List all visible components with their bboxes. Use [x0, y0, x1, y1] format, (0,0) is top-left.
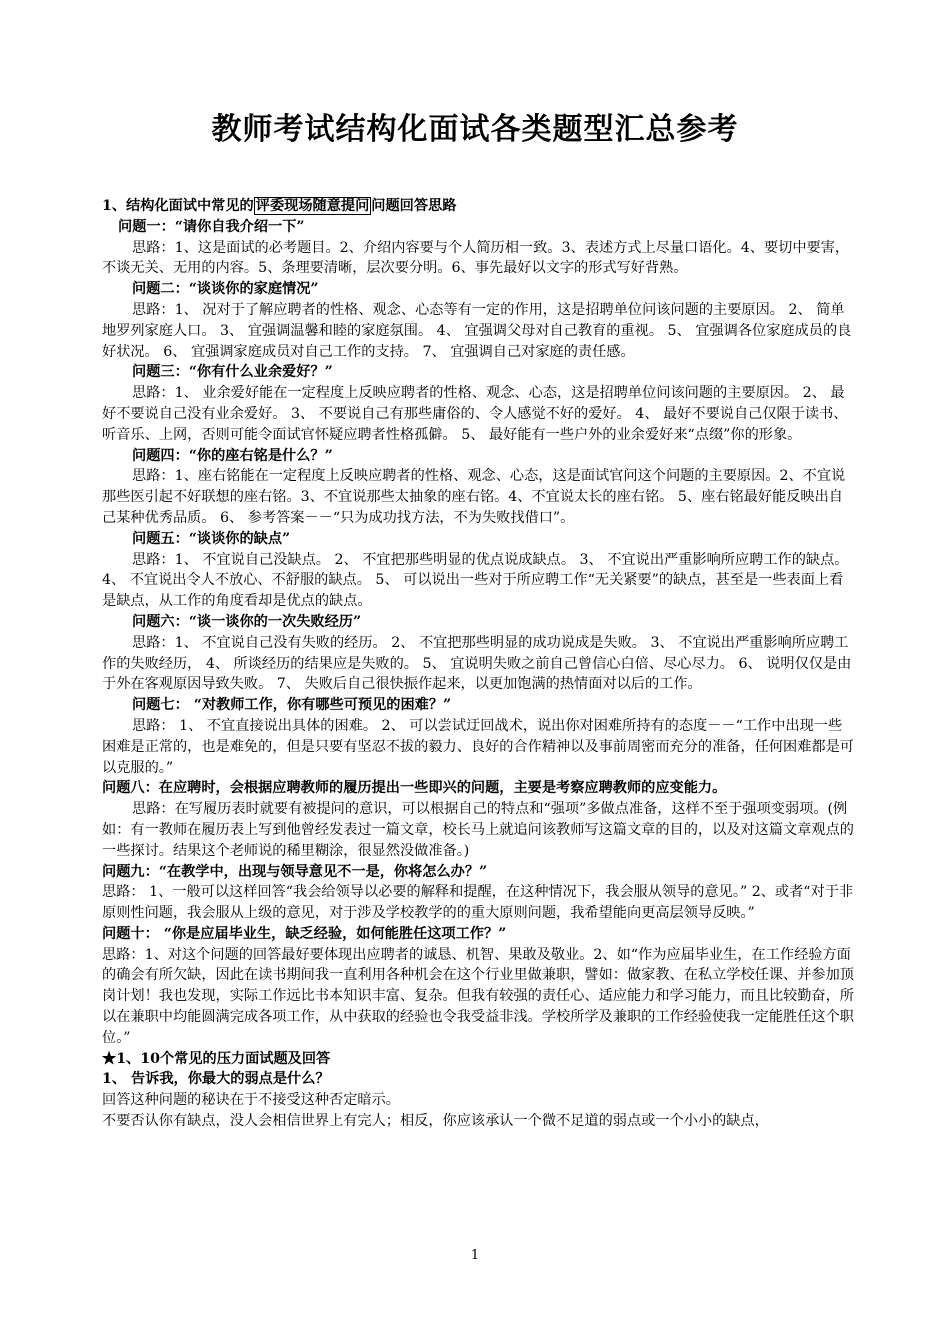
- section-heading-prefix: 1、结构化面试中常见的: [102, 198, 254, 214]
- question-4-heading: 问题四：“你的座右铭是什么？”: [132, 447, 333, 464]
- question-8-answer: 思路：在写履历表时就要有被提问的意识，可以根据自己的特点和“强项”多做点准备，这样不至于强项变弱项。(例如：有一教师在履历表上写到他曾经发表过一篇文章，校长马上就追问该教师写这篇文章的目的，以及对这篇文章观点的一些探讨。结果这个老师说的稀里糊涂，很显然没做准备。): [102, 801, 854, 859]
- question-1-heading: 问题一：“请你自我介绍一下”: [118, 218, 305, 235]
- question-1-answer: 思路：1、这是面试的必考题目。2、介绍内容要与个人简历相一致。3、表述方式上尽量口语化。4、要切中要害，不谈无关、无用的内容。5、条理要清晰，层次要分明。6、事先最好以文字的形式写好背熟。: [102, 239, 850, 277]
- question-9-heading: 问题九：“在教学中，出现与领导意见不一是，你将怎么办？”: [102, 863, 488, 880]
- document-body: [102, 196, 854, 1132]
- section-heading: [102, 196, 854, 217]
- question-6-answer: 思路：1、 不宜说自己没有失败的经历。 2、 不宜把那些明显的成功说成是失败。 3、 不宜说出严重影响所应聘工作的失败经历， 4、 所谈经历的结果应是失败的。 5、 宜说明失败之前自己曾信心白倍、尽心尽力。 6、 说明仅仅是由于外在客观原因导致失败。 7、 失败后自己很快振作起来，以更加饱满的热情面对以后的工作。: [102, 634, 852, 693]
- pressure-question-1-line-2: 不要否认你有缺点，没人会相信世界上有完人；相反，你应该承认一个微不足道的弱点或一个小小的缺点，: [102, 1113, 769, 1130]
- pressure-question-1-heading: 1、 告诉我，你最大的弱点是什么？: [102, 1071, 330, 1088]
- pressure-question-1-line-1: 回答这种问题的秘诀在于不接受这种否定暗示。: [102, 1092, 400, 1109]
- section-2-heading: ★1、10个常见的压力面试题及回答: [102, 1050, 331, 1067]
- question-4-answer: 思路：1、座右铭能在一定程度上反映应聘者的性格、观念、心态，这是面试官问这个问题的主要原因。2、不宜说那些医引起不好联想的座右铭。3、不宜说那些太抽象的座右铭。4、不宜说太长的座右铭。 5、座右铭最好能反映出自己某种优秀品质。 6、 参考答案－－“只为成功找方法，不为失败找借口”。: [102, 468, 846, 526]
- question-2-answer: 思路：1、 况对于了解应聘者的性格、观念、心态等有一定的作用，这是招聘单位问该问题的主要原因。 2、 简单地罗列家庭人口。 3、 宜强调温馨和睦的家庭氛围。 4、 宜强调父母对自己教育的重视。 5、 宜强调各位家庭成员的良好状况。 6、 宜强调家庭成员对自己工作的支持。 7、 宜强调自己对家庭的责任感。: [102, 301, 852, 360]
- question-3-answer: 思路：1、 业余爱好能在一定程度上反映应聘者的性格、观念、心态，这是招聘单位问该问题的主要原因。 2、 最好不要说自己没有业余爱好。 3、 不要说自己有那些庸俗的、令人感觉不好的爱好。 4、 最好不要说自己仅限于读书、听音乐、上网，否则可能令面试官怀疑应聘者性格孤僻。 5、 最好能有一些户外的业余爱好来“点缀”你的形象。: [102, 385, 848, 443]
- question-10-heading: 问题十： “你是应届毕业生，缺乏经验，如何能胜任这项工作？”: [102, 925, 507, 942]
- question-3-heading: 问题三：“你有什么业余爱好？”: [132, 364, 333, 381]
- section-heading-suffix: 问题回答思路: [371, 198, 457, 214]
- question-5-answer: 思路：1、 不宜说自己没缺点。 2、 不宜把那些明显的优点说成缺点。 3、 不宜说出严重影响所应聘工作的缺点。 4、 不宜说出令人不放心、不舒服的缺点。 5、 可以说出一些对于所应聘工作“无关紧要”的缺点，甚至是一些表面上看是缺点，从工作的角度看却是优点的缺点。: [102, 551, 849, 610]
- question-7-answer: 思路： 1、 不宜直接说出具体的困难。 2、 可以尝试迂回战术，说出你对困难所持有的态度－－“工作中出现一些困难是正常的，也是难免的，但是只要有坚忍不拔的毅力、良好的合作精神以及事前周密而充分的准备，任何困难都是可以克服的。”: [102, 717, 854, 776]
- question-10-answer: 思路：1、对这个问题的回答最好要体现出应聘者的诚恳、机智、果敢及敬业。2、如“作为应届毕业生，在工作经验方面的确会有所欠缺，因此在读书期间我一直利用各种机会在这个行业里做兼职，譬如：做家教、在私立学校任课、并参加顶岗计划！我也发现，实际工作远比书本知识丰富、复杂。但我有较强的责任心、适应能力和学习能力，而且比较勤奋，所以在兼职中均能圆满完成各项工作，从中获取的经验也令我受益非浅。学校所学及兼职的工作经验使我一定能胜任这个职位。”: [102, 946, 854, 1046]
- page-number: 1: [470, 1248, 480, 1263]
- question-5-heading: 问题五：“谈谈你的缺点”: [132, 530, 291, 547]
- question-7-heading: 问题七： “对教师工作，你有哪些可预见的困难？”: [132, 697, 452, 714]
- question-9-answer: 思路： 1、一般可以这样回答“我会给领导以必要的解释和提醒，在这种情况下，我会服从领导的意见。” 2、或者“对于非原则性问题，我会服从上级的意见，对于涉及学校教学的的重大原则问题，我希望能向更高层领导反映。”: [102, 884, 854, 922]
- boxed-phrase: 评委现场随意提问: [255, 198, 370, 214]
- question-6-heading: 问题六：“谈一谈你的一次失败经历”: [132, 613, 362, 630]
- question-2-heading: 问题二：“谈谈你的家庭情况”: [132, 281, 319, 298]
- document-title: 教师考试结构化面试各类题型汇总参考: [211, 112, 739, 147]
- question-8-heading: 问题八：在应聘时，会根据应聘教师的履历提出一些即兴的问题，主要是考察应聘教师的应变能力。: [102, 780, 727, 797]
